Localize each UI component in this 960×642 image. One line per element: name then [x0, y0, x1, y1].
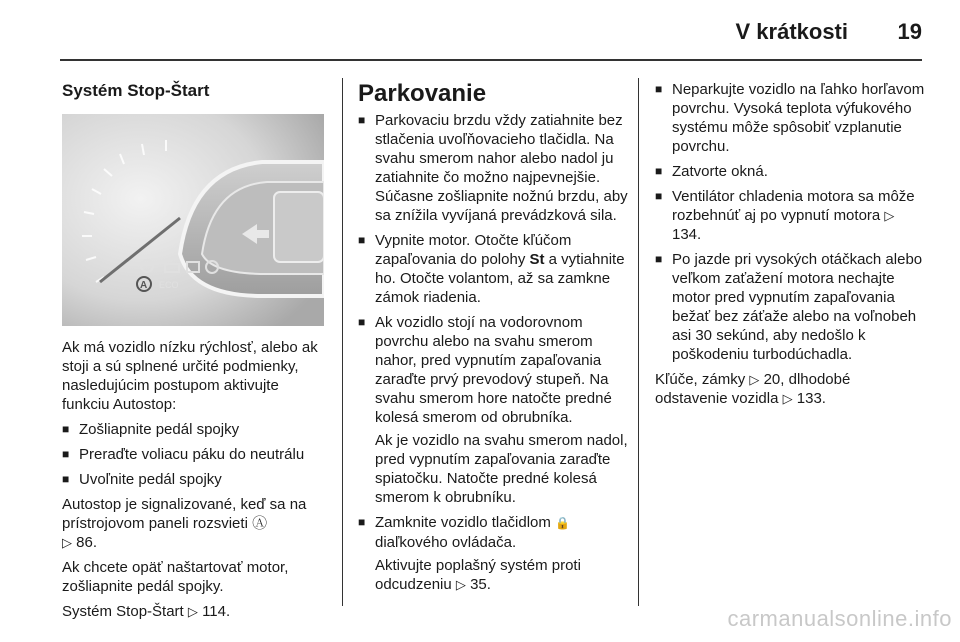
page-reference: 35. [470, 576, 491, 593]
bullet-icon: ■ [358, 515, 366, 529]
page-reference: 134. [672, 226, 702, 243]
column-2 [358, 80, 628, 600]
bullet-icon: ■ [358, 113, 366, 127]
bullet-icon: ■ [655, 82, 663, 96]
list-item [62, 445, 330, 464]
eco-label: ECO [159, 280, 179, 290]
list-item [655, 80, 925, 156]
continuation-paragraph: Ak je vozidlo na svahu smerom nadol, pred vypnutím zapaľovania zaraďte spiatočku. Natočte predné kolesá smerom k obrubníku. [375, 432, 628, 506]
column-divider-1 [342, 78, 343, 606]
restart-paragraph: Ak chcete opäť naštartovať motor, zošliapnite pedál spojky. [62, 559, 289, 595]
list-item-text: Uvoľnite pedál spojky [79, 471, 222, 488]
page-number: 19 [897, 19, 922, 44]
reference-arrow-icon: ▷ [749, 372, 760, 387]
page-reference: 114. [202, 603, 231, 620]
list-item: ■ Vypnite motor. Otočte kľúčom zapaľovania do polohy St a vytiahnite ho. Otočte volantom, až sa zamkne zámok riadenia. [358, 232, 625, 306]
reference-arrow-icon: ▷ [782, 391, 793, 406]
list-item [655, 162, 925, 181]
cross-reference-paragraph: Systém Stop-Štart ▷ 114. [62, 603, 231, 620]
list-item-text: Po jazde pri vysokých otáčkach alebo veľkom zaťažení motora nechajte motor pred vypnutím zapaľovania bežať bez záťaže alebo na voľnobeh asi 30 sekúnd, aby nedošlo k poškodeniu turbodúchadla. [672, 251, 923, 363]
list-item [62, 470, 330, 489]
list-item-text: Preraďte voliacu páku do neutrálu [79, 446, 305, 463]
section-heading-parking: Parkovanie [358, 80, 487, 107]
display-window [274, 192, 324, 262]
reference-arrow-icon: ▷ [62, 535, 72, 550]
watermark: carmanualsonline.info [727, 606, 952, 631]
bullet-icon: ■ [358, 315, 366, 329]
reference-arrow-icon: ▷ [884, 208, 895, 223]
reference-arrow-icon: ▷ [455, 577, 466, 592]
list-item: ■ Ventilátor chladenia motora sa môže rozbehnúť aj po vypnutí motora ▷ 134. [655, 188, 915, 243]
list-item [358, 313, 628, 507]
page-reference: 86. [76, 534, 98, 551]
bullet-icon: ■ [655, 252, 663, 266]
list-item [62, 420, 330, 439]
bullet-icon: ■ [655, 189, 663, 203]
list-item-text: Parkovaciu brzdu vždy zatiahnite bez stlačenia uvoľňovacieho tlačidla. Na svahu smerom nahor alebo nadol ju zatiahnite čo možno najpevnejšie. Súčasne zošliapnite nožnú brzdu, aby sa znížila vyvíjaná prevádzková sila. [375, 112, 628, 224]
ignition-position: St [529, 251, 545, 268]
list-item: ■ Zamknite vozidlo tlačidlom 🔒 diaľkového ovládača. Aktivujte poplašný systém proti odcudzeniu ▷ 35. [358, 513, 628, 594]
instrument-cluster-illustration [62, 114, 324, 326]
keys-cross-reference: Kľúče, zámky ▷ 20, dlhodobé odstavenie vozidla ▷ 133. [655, 371, 851, 407]
list-item-text: Ak vozidlo stojí na vodorovnom povrchu alebo na svahu smerom nahor, pred vypnutím zapaľovania zaraďte prvý prevodový stupeň. Na svahu smerom hore natočte predné kolesá smerom od obrubníka. [375, 314, 612, 426]
continuation-paragraph: Aktivujte poplašný systém proti odcudzeniu ▷ 35. [375, 557, 581, 593]
bullet-icon: ■ [62, 472, 70, 486]
bullet-icon: ■ [655, 164, 663, 178]
running-header-title: V krátkosti [735, 19, 848, 44]
column-divider-2 [638, 78, 639, 606]
list-item-text: Zatvorte okná. [672, 163, 768, 180]
bullet-icon: ■ [62, 447, 70, 461]
column-3 [655, 80, 925, 414]
lock-icon: 🔒 [555, 516, 571, 530]
reference-arrow-icon: ▷ [187, 604, 198, 619]
list-item-text: Zošliapnite pedál spojky [79, 421, 240, 438]
section-heading-stop-start: Systém Stop-Štart [62, 81, 210, 100]
bullet-icon: ■ [358, 233, 366, 247]
arrow-left-stem [257, 230, 269, 238]
column-1 [62, 80, 330, 627]
autostop-icon: Ⓐ [252, 515, 268, 532]
bullet-icon: ■ [62, 422, 70, 436]
list-item [655, 250, 925, 364]
autostop-indicator-paragraph: Autostop je signalizované, keď sa na prístrojovom paneli rozsvieti Ⓐ ▷ 86. [62, 496, 307, 551]
autostop-letter: A [140, 280, 148, 291]
intro-paragraph: Ak má vozidlo nízku rýchlosť, alebo ak stoji a sú splnené určité podmienky, nasledujúcim postupom aktivujte funkciu Autostop: [62, 339, 318, 413]
list-item [358, 111, 628, 225]
header-rule [60, 59, 922, 61]
list-item-text: Neparkujte vozidlo na ľahko horľavom povrchu. Vysoká teplota výfukového systému môže spôsobiť vzplanutie povrchu. [672, 81, 925, 155]
